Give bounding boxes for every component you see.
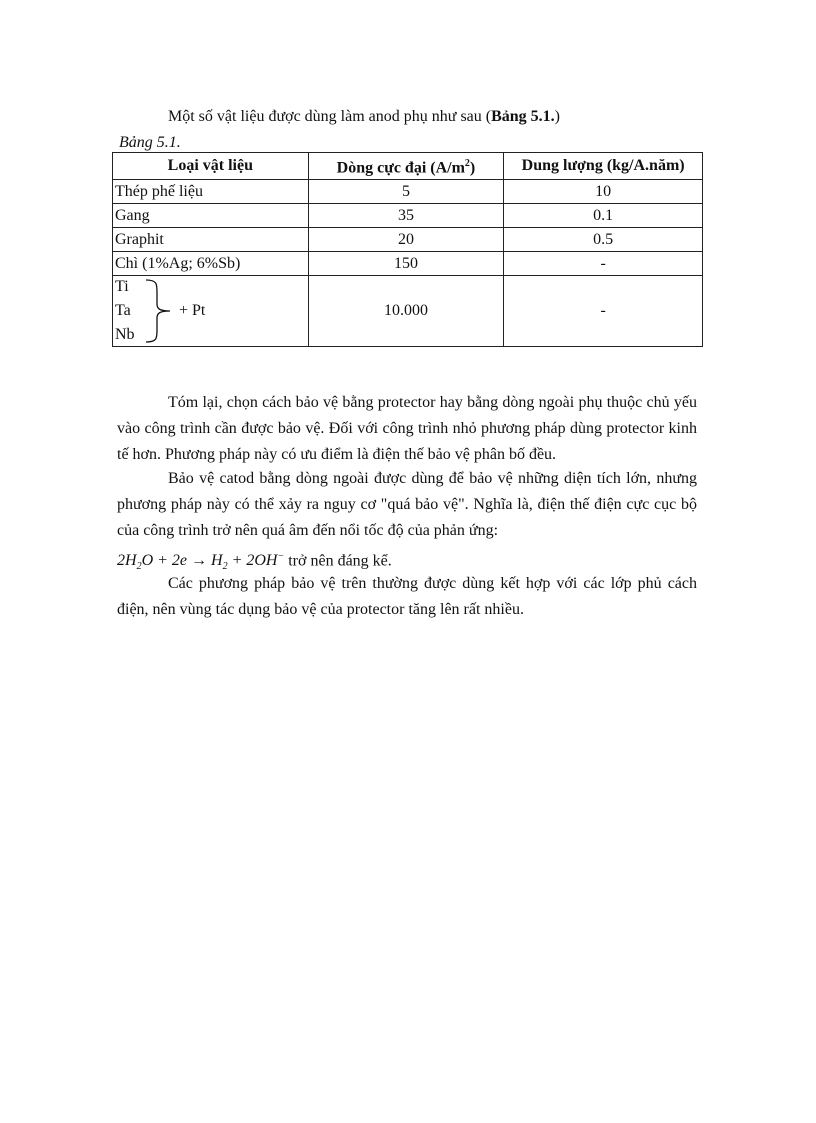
paragraph-combined: Các phương pháp bảo vệ trên thường được dùng kết hợp với các lớp phủ cách điện, nên vùng tác dụng bảo vệ của protector tăng lên rất nhiều. <box>117 575 697 618</box>
table-row-alloy <box>113 276 703 347</box>
curly-brace-icon <box>143 278 175 344</box>
cell-current: 150 <box>308 252 504 276</box>
header-capacity: Dung lượng (kg/A.năm) <box>504 153 703 180</box>
table-header-row <box>113 153 703 180</box>
cell-material: Thép phế liệu <box>113 180 309 204</box>
metal-nb: Nb <box>115 326 135 344</box>
header-material: Loại vật liệu <box>113 153 309 180</box>
cell-capacity: 0.1 <box>504 204 703 228</box>
paragraph-cathodic: Bảo vệ catod bằng dòng ngoài được dùng để bảo vệ những diện tích lớn, nhưng phương pháp này có thể xảy ra nguy cơ "quá bảo vệ". Nghĩa là, điện thế điện cực cục bộ của công trình trở nên quá âm đến nổi tốc độ của phản ứng: <box>117 470 697 539</box>
eq-lhs: 2H <box>117 552 137 570</box>
intro-sentence <box>168 108 560 126</box>
header-current <box>308 153 504 180</box>
paragraph-summary: Tóm lại, chọn cách bảo vệ bằng protector hay bằng dòng ngoài phụ thuộc chủ yếu vào công trình cần được bảo vệ. Đối với công trình nhỏ phương pháp dùng protector kinh tế hơn. Phương pháp này có ưu điểm là điện thế bảo vệ phân bố đều. <box>117 394 697 463</box>
cell-material: Gang <box>113 204 309 228</box>
eq-mid: O + 2e → H <box>141 552 223 570</box>
plus-platinum: + Pt <box>179 302 206 320</box>
header-current-text: Dòng cực đại (A/m <box>336 159 465 177</box>
cell-material: Chì (1%Ag; 6%Sb) <box>113 252 309 276</box>
eq-sub2: 2 <box>222 561 228 573</box>
cell-current: 20 <box>308 228 504 252</box>
cell-capacity: - <box>504 276 703 347</box>
materials-table <box>112 152 703 347</box>
table-reference: Bảng 5.1. <box>491 108 555 125</box>
eq-sub1: 2 <box>136 561 142 573</box>
cell-capacity: 10 <box>504 180 703 204</box>
cell-current: 35 <box>308 204 504 228</box>
eq-sup: − <box>277 551 285 562</box>
cell-current: 5 <box>308 180 504 204</box>
cell-alloy-material <box>113 276 309 347</box>
cell-current: 10.000 <box>308 276 504 347</box>
metal-ti: Ti <box>115 278 129 296</box>
table-row <box>113 252 703 276</box>
equation <box>117 551 285 573</box>
cell-material: Graphit <box>113 228 309 252</box>
table-row <box>113 228 703 252</box>
eq-rhs: + 2OH <box>227 552 278 570</box>
eq-tail: trở nên đáng kể. <box>284 552 392 570</box>
header-current-close: ) <box>469 159 476 177</box>
cell-capacity: 0.5 <box>504 228 703 252</box>
intro-text: Một số vật liệu được dùng làm anod phụ như sau ( <box>168 108 492 125</box>
table-caption: Bảng 5.1. <box>119 134 181 151</box>
cell-capacity: - <box>504 252 703 276</box>
table-row <box>113 180 703 204</box>
metal-ta: Ta <box>115 302 131 320</box>
table-row <box>113 204 703 228</box>
intro-close: ) <box>554 108 560 125</box>
header-current-sup: 2 <box>464 158 470 169</box>
